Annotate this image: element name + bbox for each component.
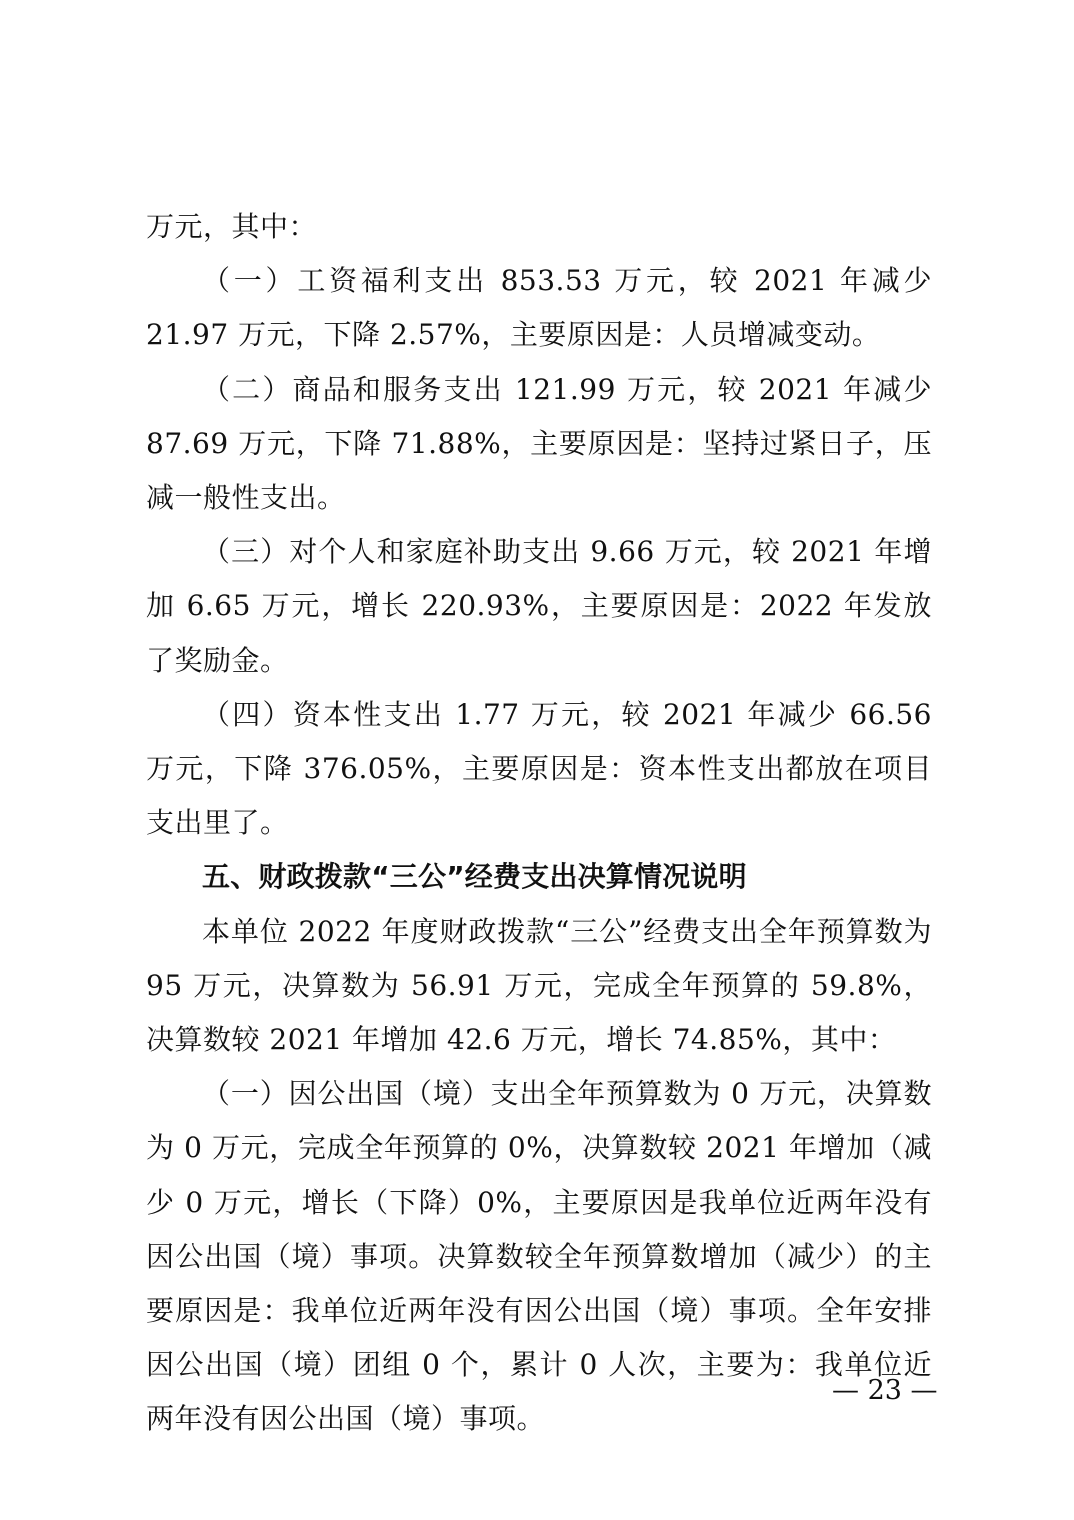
- document-body: [146, 200, 938, 1447]
- paragraph-three-public-summary: 本单位 2022 年度财政拨款“三公”经费支出全年预算数为 95 万元，决算数为 56.91 万元，完成全年预算的 59.8%，决算数较 2021 年增加 42.6 万元，增长 74.85%，其中：: [146, 914, 932, 1057]
- page-number: — 23 —: [832, 1375, 938, 1406]
- paragraph-goods-services: （二）商品和服务支出 121.99 万元，较 2021 年减少 87.69 万元，下降 71.88%，主要原因是：坚持过紧日子，压减一般性支出。: [146, 372, 932, 515]
- paragraph-overseas-travel: （一）因公出国（境）支出全年预算数为 0 万元，决算数为 0 万元，完成全年预算的 0%，决算数较 2021 年增加（减少 0 万元，增长（下降）0%，主要原因是我单位近两年没有因公出国（境）事项。决算数较全年预算数增加（减少）的主要原因是：我单位近两年没有因公出国（境）事项。全年安排因公出国（境）团组 0 个，累计 0 人次，主要为：我单位近两年没有因公出国（境）事项。: [146, 1077, 932, 1436]
- paragraph-wage-welfare: （一）工资福利支出 853.53 万元，较 2021 年减少 21.97 万元，下降 2.57%，主要原因是：人员增减变动。: [146, 264, 932, 352]
- paragraph-continuation: 万元，其中：: [146, 210, 318, 243]
- paragraph-personal-subsidy: （三）对个人和家庭补助支出 9.66 万元，较 2021 年增加 6.65 万元，增长 220.93%，主要原因是：2022 年发放了奖励金。: [146, 535, 932, 677]
- section-heading: 五、财政拨款“三公”经费支出决算情况说明: [202, 860, 747, 894]
- paragraph-capital-expenditure: （四）资本性支出 1.77 万元，较 2021 年减少 66.56 万元，下降 376.05%，主要原因是：资本性支出都放在项目支出里了。: [146, 697, 932, 840]
